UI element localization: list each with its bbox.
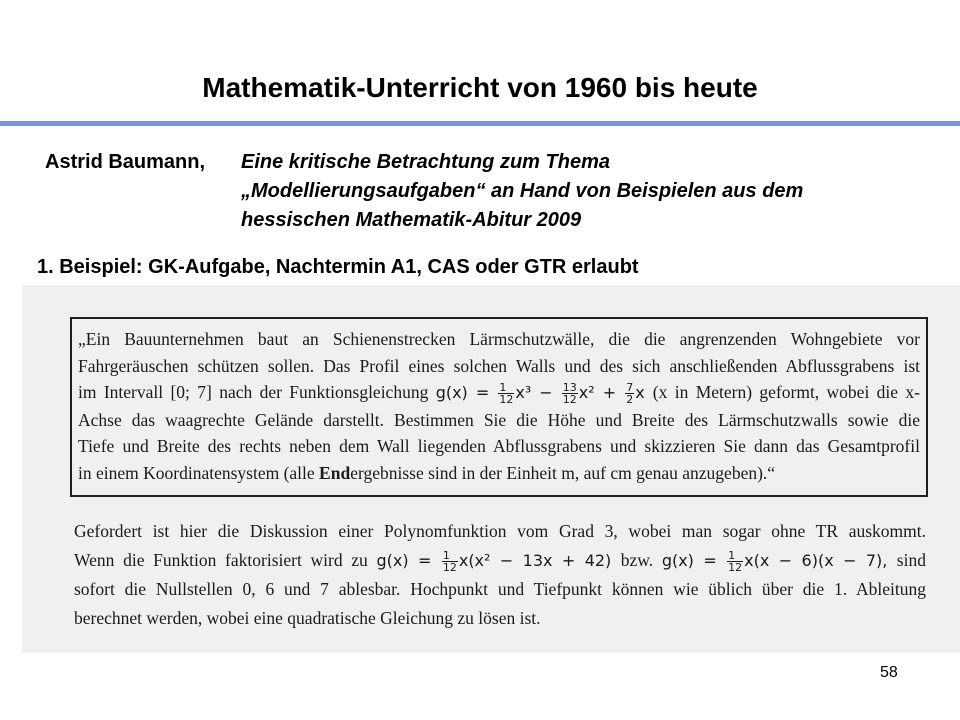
fraction-numerator: 1: [727, 550, 743, 562]
citation-work-line-1: Eine kritische Betrachtung zum Thema: [241, 151, 610, 173]
citation-block: [45, 148, 803, 235]
task-line: „Ein Bauunternehmen baut an Schienenstrecken Lärmschutzwälle, die die angrenzenden Wohngebiete vor: [78, 329, 920, 349]
fraction-numerator: 1: [498, 382, 514, 394]
page-number: 58: [880, 664, 898, 681]
fraction: [498, 382, 514, 405]
fraction-numerator: 13: [562, 381, 577, 394]
task-text: ergebnisse sind in der Einheit m, auf cm genau anzugeben).“: [350, 462, 776, 483]
example-heading: 1. Beispiel: GK-Aufgabe, Nachtermin A1, CAS oder GTR erlaubt: [37, 256, 639, 278]
task-line: [78, 460, 920, 487]
fraction: [442, 550, 458, 573]
discussion-text: [74, 517, 926, 632]
fraction-denominator: 12: [442, 560, 457, 574]
citation-work-line-2: „Modellierungsaufgaben“ an Hand von Beispielen aus dem: [241, 180, 804, 202]
equation-lhs: g(x) =: [661, 550, 717, 570]
equation-term: x² +: [578, 383, 617, 402]
task-text: (x in Metern) geformt, wobei die x-: [652, 382, 920, 402]
fraction: [727, 550, 743, 573]
factorized-equation: [661, 548, 897, 574]
fraction-numerator: 7: [626, 381, 634, 394]
citation-work-line-3: hessischen Mathematik-Abitur 2009: [241, 209, 582, 231]
task-text-bold: End: [319, 462, 351, 483]
function-equation: [435, 381, 653, 406]
equation-term: x³ −: [515, 383, 553, 402]
discussion-line: berechnet werden, wobei eine quadratische Gleichung zu lösen ist.: [74, 607, 541, 628]
title-divider: [0, 121, 960, 126]
task-text: im Intervall [0; 7] nach der Funktionsgleichung: [78, 382, 429, 402]
task-line: Achse das waagrechte Gelände darstellt. Bestimmen Sie die Höhe und Breite des Lärmschutzwalls sowie die: [78, 409, 920, 430]
fraction-numerator: 1: [442, 550, 458, 562]
fraction-denominator: 2: [626, 393, 634, 406]
task-line: Fahrgeräuschen schützen sollen. Das Profil eines solchen Walls und des sich anschließenden Abflussgrabens ist: [78, 355, 920, 376]
fraction-denominator: 12: [499, 393, 514, 406]
factorized-equation: [376, 548, 621, 574]
equation-term: x: [635, 383, 645, 402]
fraction: [625, 382, 634, 405]
discussion-line-equations: [74, 546, 926, 576]
discussion-text: bzw.: [620, 549, 654, 570]
discussion-text: Wenn die Funktion faktorisiert wird zu: [74, 549, 368, 570]
fraction-denominator: 12: [728, 560, 743, 574]
task-text: in einem Koordinatensystem (alle: [78, 462, 320, 483]
discussion-text: sind: [896, 549, 926, 570]
task-line-equation: [78, 379, 920, 407]
discussion-line: sofort die Nullstellen 0, 6 und 7 ablesbar. Hochpunkt und Tiefpunkt können wie üblich über die 1. Ableitung: [74, 579, 926, 599]
equation-term: x(x − 6)(x − 7),: [744, 550, 888, 570]
task-line: Tiefe und Breite des rechts neben dem Wall liegenden Abflussgrabens und skizzieren Sie dann das Gesamtprofil: [78, 436, 920, 456]
discussion-line: Gefordert ist hier die Diskussion einer Polynomfunktion vom Grad 3, wobei man sogar ohne TR auskommt.: [74, 521, 926, 541]
equation-lhs: g(x) =: [376, 550, 432, 570]
fraction: [562, 382, 578, 405]
task-box: [70, 317, 928, 497]
citation-author: Astrid Baumann,: [45, 151, 206, 173]
equation-lhs: g(x) =: [435, 383, 490, 402]
citation-line-1: [45, 148, 803, 177]
equation-term: x(x² − 13x + 42): [458, 550, 612, 570]
slide-title: Mathematik-Unterricht von 1960 bis heute: [202, 72, 758, 103]
fraction-denominator: 12: [562, 393, 577, 406]
scanned-excerpt: [22, 285, 960, 653]
